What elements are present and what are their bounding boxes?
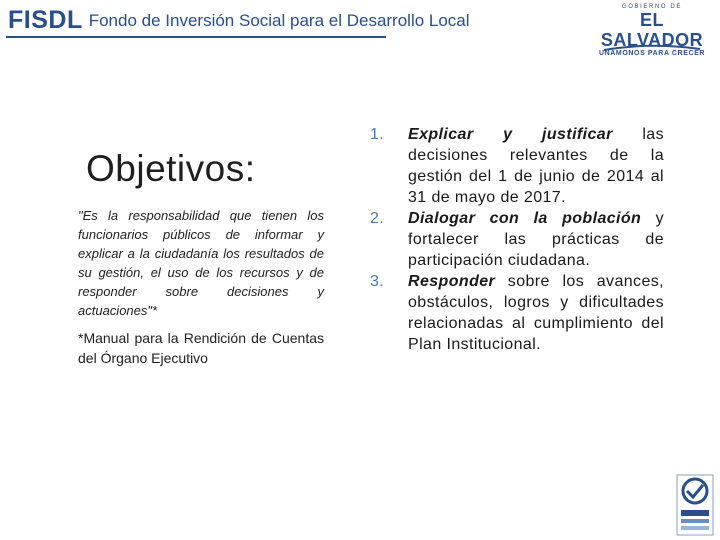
gobierno-el-salvador-logo (596, 4, 708, 57)
page-title: Objetivos: (86, 148, 256, 189)
list-number: 3. (370, 273, 385, 290)
list-item (370, 124, 664, 208)
gov-slogan: UNÁMONOS PARA CRECER (598, 50, 706, 57)
iso-9001-badge-icon (676, 474, 714, 536)
definition-quote: "Es la responsabilidad que tienen los funcionarios públicos de informar y explicar a la ciudadanía los resultados de su gestión, el uso de los recursos y de responder sobre decisiones y actuaciones"* (78, 208, 324, 318)
objective-lead: Responder (408, 273, 496, 290)
list-item (370, 271, 664, 355)
objective-text: las decisiones relevantes de la gestión del 1 de junio de 2014 al 31 de mayo de 2017. (408, 126, 665, 206)
objective-text: sobre los avances, obstáculos, logros y dificultades relacionadas al cumplimiento del Plan Institucional. (408, 273, 664, 353)
fisdl-acronym: FISDL (8, 6, 83, 34)
gov-country: EL SALVADOR (600, 10, 704, 50)
footnote: *Manual para la Rendición de Cuentas del Órgano Ejecutivo (78, 330, 324, 366)
list-item (370, 208, 664, 271)
list-number: 2. (370, 210, 385, 227)
swoosh-icon (602, 44, 702, 52)
fisdl-full-name: Fondo de Inversión Social para el Desarrollo Local (88, 10, 470, 30)
fisdl-logo (8, 6, 470, 35)
objectives-list (370, 124, 664, 355)
header (0, 0, 720, 60)
objective-lead: Explicar y justificar (408, 126, 613, 143)
fisdl-underline (6, 36, 386, 38)
objective-lead: Dialogar con la población (408, 210, 642, 227)
gov-label: GOBIERNO DE (622, 4, 682, 10)
objective-text: y fortalecer las prácticas de participación ciudadana. (408, 210, 664, 269)
list-number: 1. (370, 126, 385, 143)
